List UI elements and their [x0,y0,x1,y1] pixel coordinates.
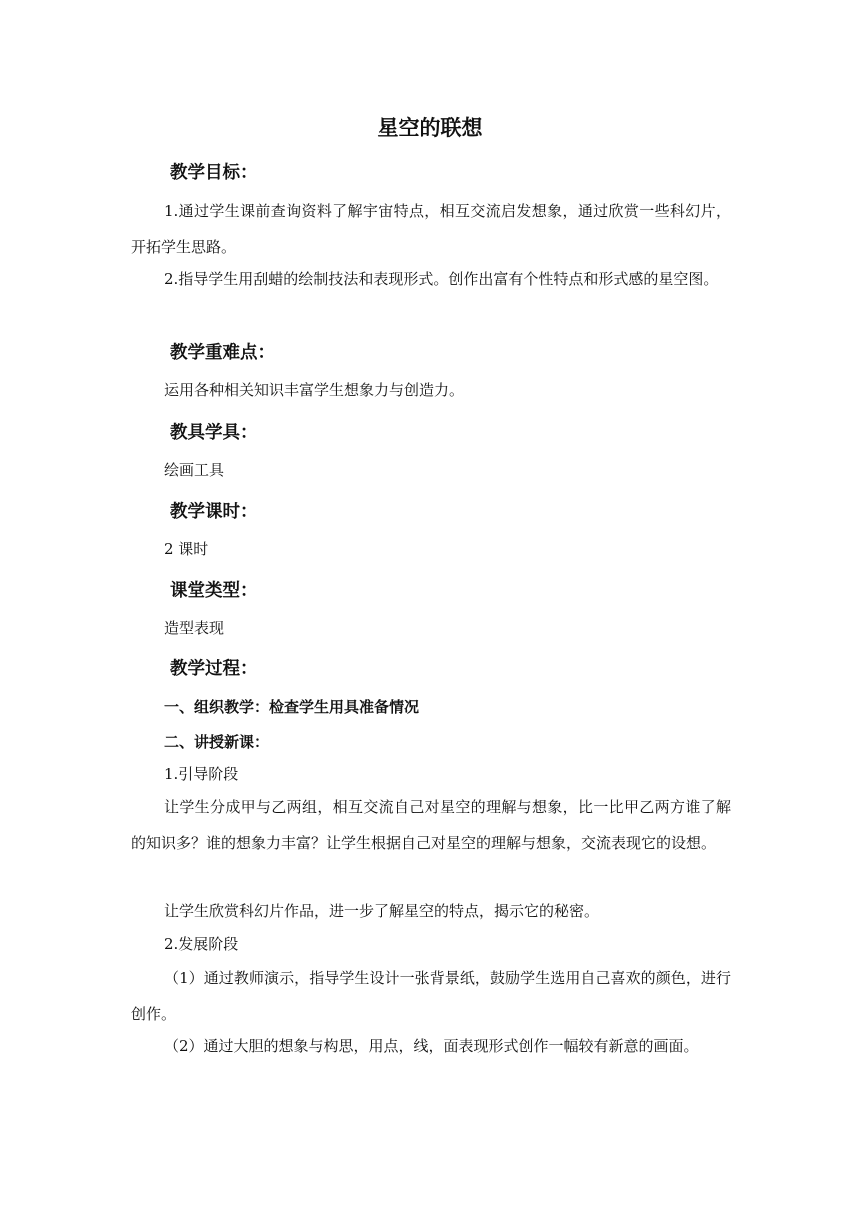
lesson-type-text: 造型表现 [164,619,225,637]
class-hours-text: 2 课时 [164,540,209,558]
heading-class-hours: 教学课时： [170,502,258,522]
key-points-text: 运用各种相关知识丰富学生想象力与创造力。 [164,381,465,399]
stage-1-title: 1.引导阶段 [164,765,239,783]
heading-key-points: 教学重难点： [170,343,275,363]
process-step-2: 二、讲授新课： [164,733,270,751]
heading-teaching-tools: 教具学具： [170,423,258,443]
heading-lesson-type: 课堂类型： [170,581,258,601]
heading-teaching-process: 教学过程： [170,659,258,679]
teaching-tools-text: 绘画工具 [164,461,225,479]
process-step-1: 一、组织教学：检查学生用具准备情况 [164,698,420,716]
stage-1-paragraph-1: 让学生分成甲与乙两组，相互交流自己对星空的理解与想象，比一比甲乙两方谁了解的知识多？谁的想象力丰富？让学生根据自己对星空的理解与想象，交流表现它的设想。 [131,798,731,852]
stage-2-title: 2.发展阶段 [164,935,239,953]
stage-1-paragraph-2: 让学生欣赏科幻片作品，进一步了解星空的特点，揭示它的秘密。 [164,902,600,920]
heading-teaching-goals: 教学目标： [170,163,258,183]
goal-item-2: 2.指导学生用刮蜡的绘制技法和表现形式。创作出富有个性特点和形式感的星空图。 [164,270,719,288]
stage-2-paragraph-2: （2）通过大胆的想象与构思，用点，线，面表现形式创作一幅较有新意的画面。 [164,1037,699,1055]
document-title: 星空的联想 [377,116,483,140]
stage-2-paragraph-1: （1）通过教师演示，指导学生设计一张背景纸，鼓励学生选用自己喜欢的颜色，进行创作。 [131,969,731,1023]
goal-item-1: 1.通过学生课前查询资料了解宇宙特点，相互交流启发想象，通过欣赏一些科幻片，开拓学生思路。 [131,202,731,256]
